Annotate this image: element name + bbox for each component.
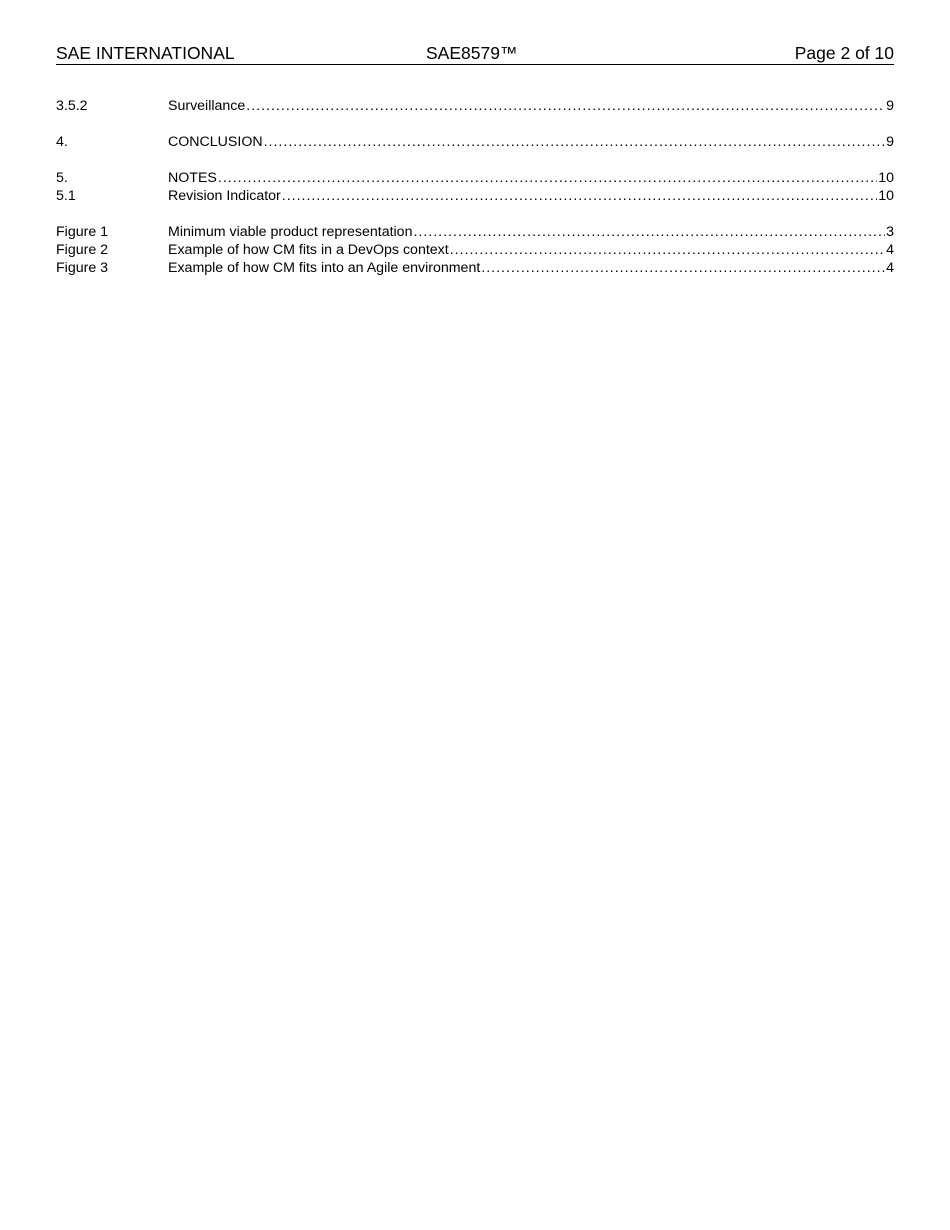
toc-entry-number: 4.	[56, 134, 68, 150]
toc-entry-page: 10	[878, 170, 894, 186]
toc-entry-title: Surveillance	[168, 98, 246, 114]
toc-dot-leader	[246, 97, 885, 115]
toc-entry-5[interactable]	[56, 169, 894, 187]
toc-dot-leader	[264, 133, 886, 151]
toc-figure-number: Figure 2	[56, 242, 109, 258]
toc-dot-leader	[282, 187, 877, 205]
toc-figure-page: 4	[886, 242, 894, 258]
toc-dot-leader	[481, 259, 885, 277]
table-of-contents	[56, 97, 894, 277]
toc-figure-1[interactable]	[56, 223, 894, 241]
toc-entry-5-1[interactable]	[56, 187, 894, 205]
toc-figure-title: Minimum viable product representation	[168, 224, 413, 240]
toc-entry-number: 5.1	[56, 188, 76, 204]
toc-figure-title: Example of how CM fits into an Agile environment	[168, 260, 481, 276]
toc-dot-leader	[218, 169, 877, 187]
toc-figure-page: 3	[886, 224, 894, 240]
toc-entry-title: NOTES	[168, 170, 217, 186]
toc-figure-number: Figure 3	[56, 260, 109, 276]
toc-figure-2[interactable]	[56, 241, 894, 259]
toc-entry-3-5-2[interactable]	[56, 97, 894, 115]
toc-entry-title: Revision Indicator	[168, 188, 281, 204]
toc-entry-number: 5.	[56, 170, 68, 186]
toc-figure-number: Figure 1	[56, 224, 109, 240]
toc-entry-4[interactable]	[56, 133, 894, 151]
header-page-number: Page 2 of 10	[794, 43, 894, 63]
toc-figure-title: Example of how CM fits in a DevOps context	[168, 242, 449, 258]
toc-entry-page: 9	[886, 134, 894, 150]
page-header	[56, 43, 894, 65]
header-organization: SAE INTERNATIONAL	[56, 43, 235, 63]
toc-dot-leader	[413, 223, 885, 241]
toc-entry-number: 3.5.2	[56, 98, 88, 114]
toc-entry-page: 9	[886, 98, 894, 114]
toc-figure-page: 4	[886, 260, 894, 276]
toc-figure-3[interactable]	[56, 259, 894, 277]
toc-dot-leader	[450, 241, 885, 259]
toc-entry-page: 10	[878, 188, 894, 204]
toc-entry-title: CONCLUSION	[168, 134, 263, 150]
header-document-number: SAE8579™	[426, 43, 518, 63]
